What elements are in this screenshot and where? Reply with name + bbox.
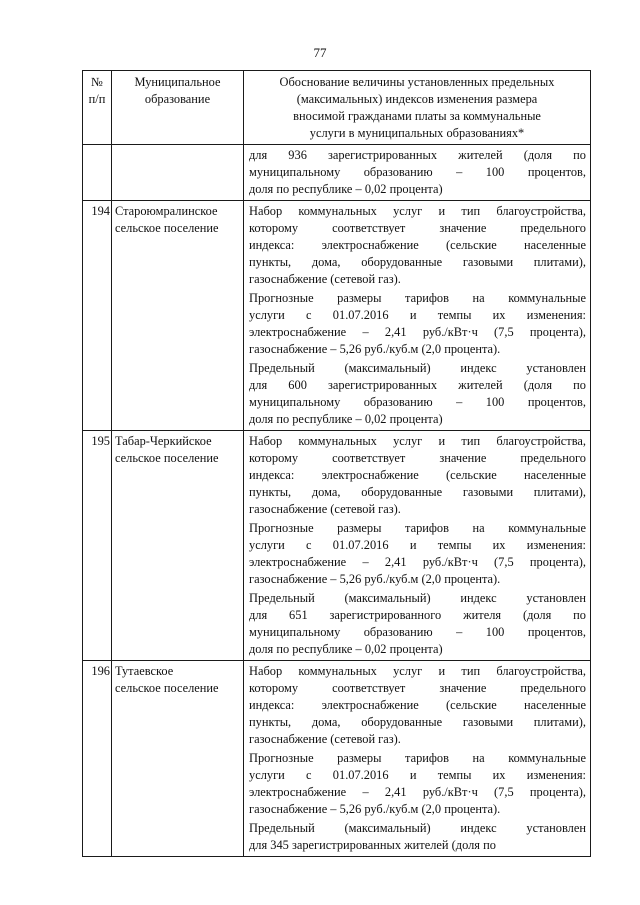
- page-number: 77: [313, 45, 327, 60]
- header-justification-line: услуги в муниципальных образованиях*: [309, 126, 525, 140]
- justification-line: которому соответствует значение предельного: [249, 451, 586, 465]
- justification-paragraph: [249, 590, 586, 658]
- justification-paragraph: [249, 360, 586, 428]
- header-municipality-line: Муниципальное: [134, 75, 221, 89]
- row-number: [83, 145, 112, 201]
- municipality-line: Табар-Черкийское: [115, 434, 212, 448]
- justification-paragraph: [249, 750, 586, 818]
- justification-line: которому соответствует значение предельного: [249, 681, 586, 695]
- justification-line: газоснабжение (сетевой газ).: [249, 732, 401, 746]
- header-justification-line: Обоснование величины установленных предельных: [279, 75, 555, 89]
- justification-line: индекса: электроснабжение (сельские населенные: [249, 698, 586, 712]
- header-municipality: [112, 71, 244, 145]
- justification-line: для 345 зарегистрированных жителей (доля по: [249, 838, 496, 852]
- justification-line: газоснабжение – 5,26 руб./куб.м (2,0 процента).: [249, 342, 501, 356]
- justification-line: доля по республике – 0,02 процента): [249, 642, 443, 656]
- justification-line: пункты, дома, оборудованные газовыми плитами),: [249, 715, 586, 729]
- justification-line: для 651 зарегистрированного жителя (доля по: [249, 608, 586, 622]
- justification-line: электроснабжение – 2,41 руб./кВт·ч (7,5 процента),: [249, 325, 586, 339]
- row-municipality: [112, 661, 244, 857]
- table-row: [83, 201, 591, 431]
- row-justification: [244, 201, 591, 431]
- justification-paragraph: [249, 203, 586, 288]
- justification-line: Набор коммунальных услуг и тип благоустройства,: [249, 204, 586, 218]
- row-municipality: [112, 145, 244, 201]
- justification-line: газоснабжение (сетевой газ).: [249, 272, 401, 286]
- row-municipality: [112, 201, 244, 431]
- justification-line: пункты, дома, оборудованные газовыми плитами),: [249, 255, 586, 269]
- justification-line: Прогнозные размеры тарифов на коммунальные: [249, 521, 586, 535]
- justification-line: Предельный (максимальный) индекс установлен: [249, 361, 586, 375]
- justification-paragraph: [249, 290, 586, 358]
- justification-paragraph: [249, 147, 586, 198]
- header-number-line: №: [91, 75, 103, 89]
- table-row: [83, 431, 591, 661]
- header-justification: [244, 71, 591, 145]
- justification-line: для 600 зарегистрированных жителей (доля по: [249, 378, 586, 392]
- header-municipality-line: образование: [144, 92, 211, 106]
- row-justification: [244, 661, 591, 857]
- justification-line: газоснабжение – 5,26 руб./куб.м (2,0 процента).: [249, 572, 501, 586]
- row-number: 194: [83, 201, 112, 431]
- justification-paragraph: [249, 663, 586, 748]
- justification-paragraph: [249, 433, 586, 518]
- justification-line: муниципальному образованию – 100 процентов,: [249, 165, 586, 179]
- header-number-line: п/п: [88, 92, 106, 106]
- justification-line: услуги с 01.07.2016 и темпы их изменения:: [249, 768, 586, 782]
- justification-line: газоснабжение – 5,26 руб./куб.м (2,0 процента).: [249, 802, 501, 816]
- justification-line: услуги с 01.07.2016 и темпы их изменения:: [249, 538, 586, 552]
- justification-line: доля по республике – 0,02 процента): [249, 412, 443, 426]
- justification-line: индекса: электроснабжение (сельские населенные: [249, 238, 586, 252]
- municipality-line: сельское поселение: [115, 451, 219, 465]
- justification-line: индекса: электроснабжение (сельские населенные: [249, 468, 586, 482]
- table-header-row: [83, 71, 591, 145]
- municipality-line: Тутаевское: [115, 664, 174, 678]
- justification-line: Набор коммунальных услуг и тип благоустройства,: [249, 664, 586, 678]
- justification-line: для 936 зарегистрированных жителей (доля по: [249, 148, 586, 162]
- justification-line: Предельный (максимальный) индекс установлен: [249, 821, 586, 835]
- justification-line: пункты, дома, оборудованные газовыми плитами),: [249, 485, 586, 499]
- justification-line: услуги с 01.07.2016 и темпы их изменения:: [249, 308, 586, 322]
- justification-line: муниципальному образованию – 100 процентов,: [249, 625, 586, 639]
- justification-line: газоснабжение (сетевой газ).: [249, 502, 401, 516]
- header-justification-line: вносимой гражданами платы за коммунальные: [293, 109, 541, 123]
- justification-line: Прогнозные размеры тарифов на коммунальные: [249, 751, 586, 765]
- justification-line: Набор коммунальных услуг и тип благоустройства,: [249, 434, 586, 448]
- municipality-line: сельское поселение: [115, 221, 219, 235]
- table-row: [83, 145, 591, 201]
- justification-line: муниципальному образованию – 100 процентов,: [249, 395, 586, 409]
- row-justification: [244, 145, 591, 201]
- justification-line: Прогнозные размеры тарифов на коммунальные: [249, 291, 586, 305]
- row-justification: [244, 431, 591, 661]
- justification-line: электроснабжение – 2,41 руб./кВт·ч (7,5 процента),: [249, 785, 586, 799]
- justification-paragraph: [249, 520, 586, 588]
- header-justification-line: (максимальных) индексов изменения размера: [296, 92, 538, 106]
- justification-paragraph: [249, 820, 586, 854]
- table-body: [83, 145, 591, 857]
- justification-line: Предельный (максимальный) индекс установлен: [249, 591, 586, 605]
- row-number: 196: [83, 661, 112, 857]
- row-number: 195: [83, 431, 112, 661]
- justification-line: которому соответствует значение предельного: [249, 221, 586, 235]
- header-number: [83, 71, 112, 145]
- row-municipality: [112, 431, 244, 661]
- municipality-line: сельское поселение: [115, 681, 219, 695]
- justification-line: электроснабжение – 2,41 руб./кВт·ч (7,5 процента),: [249, 555, 586, 569]
- tariff-index-table: [82, 70, 591, 857]
- municipality-line: Староюмралинское: [115, 204, 218, 218]
- table-row: [83, 661, 591, 857]
- justification-line: доля по республике – 0,02 процента): [249, 182, 443, 196]
